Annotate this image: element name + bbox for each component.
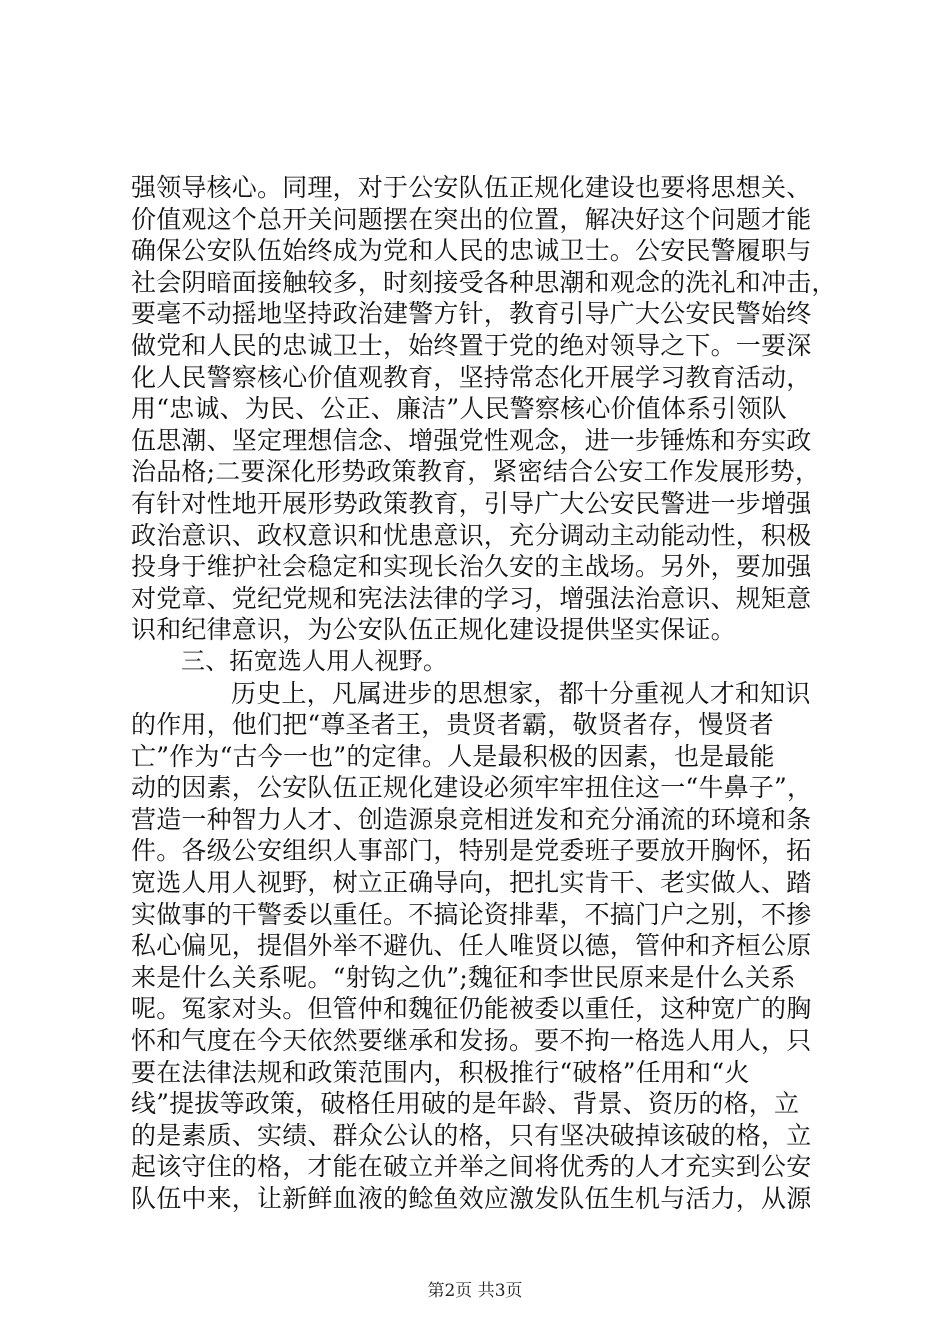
text-line: 化人民警察核心价值观教育，坚持常态化开展学习教育活动， xyxy=(131,362,812,392)
text-line: 价值观这个总开关问题摆在突出的位置，解决好这个问题才能 xyxy=(131,204,812,234)
text-line: 强领导核心。同理，对于公安队伍正规化建设也要将思想关、 xyxy=(131,173,812,202)
text-line: 社会阴暗面接触较多，时刻接受各种思潮和观念的洗礼和冲击， xyxy=(131,267,837,297)
paragraph-first-line: 历史上，凡属进步的思想家，都十分重视人才和知识 xyxy=(231,678,811,708)
text-line: 要在法律法规和政策范围内，积极推行“破格”任用和“火 xyxy=(131,1057,750,1087)
text-line: 私心偏见，提倡外举不避仇、任人唯贤以德，管仲和齐桓公原 xyxy=(131,931,812,961)
text-line: 呢。冤家对头。但管仲和魏征仍能被委以重任，这种宽广的胸 xyxy=(131,994,812,1024)
text-line: 线”提拔等政策，破格任用破的是年龄、背景、资历的格，立 xyxy=(131,1089,800,1119)
text-line: 治品格;二要深化形势政策教育，紧密结合公安工作发展形势， xyxy=(131,457,821,487)
text-line: 用“忠诚、为民、公正、廉洁”人民警察核心价值体系引领队 xyxy=(131,394,787,424)
text-line: 队伍中来，让新鲜血液的鲶鱼效应激发队伍生机与活力，从源 xyxy=(131,1184,812,1213)
text-line: 投身于维护社会稳定和实现长治久安的主战场。另外，要加强 xyxy=(131,552,812,582)
text-line: 要毫不动摇地坚持政治建警方针，教育引导广大公安民警始终 xyxy=(131,299,812,329)
text-line: 动的因素，公安队伍正规化建设必须牢牢扭住这一“牛鼻子”， xyxy=(131,773,813,803)
text-line: 起该守住的格，才能在破立并举之间将优秀的人才充实到公安 xyxy=(131,1152,812,1182)
section-heading: 三、拓宽选人用人视野。 xyxy=(181,646,448,675)
text-line: 来是什么关系呢。“射钩之仇”;魏征和李世民原来是什么关系 xyxy=(131,962,796,992)
text-line: 做党和人民的忠诚卫士，始终置于党的绝对领导之下。一要深 xyxy=(131,330,812,360)
text-line: 政治意识、政权意识和忧患意识，充分调动主动能动性，积极 xyxy=(131,520,812,550)
text-line: 的是素质、实绩、群众公认的格，只有坚决破掉该破的格，立 xyxy=(131,1120,812,1150)
text-line: 宽选人用人视野，树立正确导向，把扎实肯干、老实做人、踏 xyxy=(131,868,812,898)
text-line: 确保公安队伍始终成为党和人民的忠诚卫士。公安民警履职与 xyxy=(131,236,812,266)
text-line: 对党章、党纪党规和宪法法律的学习，增强法治意识、规矩意 xyxy=(131,583,812,613)
text-line: 的作用，他们把“尊圣者王，贵贤者霸，敬贤者存，慢贤者 xyxy=(131,710,774,740)
text-line: 怀和气度在今天依然要继承和发扬。要不拘一格选人用人，只 xyxy=(131,1026,812,1056)
text-line: 件。各级公安组织人事部门，特别是党委班子要放开胸怀，拓 xyxy=(131,836,812,866)
text-line: 有针对性地开展形势政策教育，引导广大公安民警进一步增强 xyxy=(131,488,812,518)
text-line: 伍思潮、坚定理想信念、增强党性观念，进一步锤炼和夯实政 xyxy=(131,425,812,455)
text-line: 亡”作为“古今一也”的定律。人是最积极的因素，也是最能 xyxy=(131,741,775,771)
text-line: 实做事的干警委以重任。不搞论资排辈，不搞门户之别，不掺 xyxy=(131,899,812,929)
document-body xyxy=(131,172,837,1215)
page-number-footer: 第2页 共3页 xyxy=(427,1281,523,1301)
text-line: 营造一种智力人才、创造源泉竞相迸发和充分涌流的环境和条 xyxy=(131,804,812,834)
text-line: 识和纪律意识，为公安队伍正规化建设提供坚实保证。 xyxy=(131,615,736,645)
